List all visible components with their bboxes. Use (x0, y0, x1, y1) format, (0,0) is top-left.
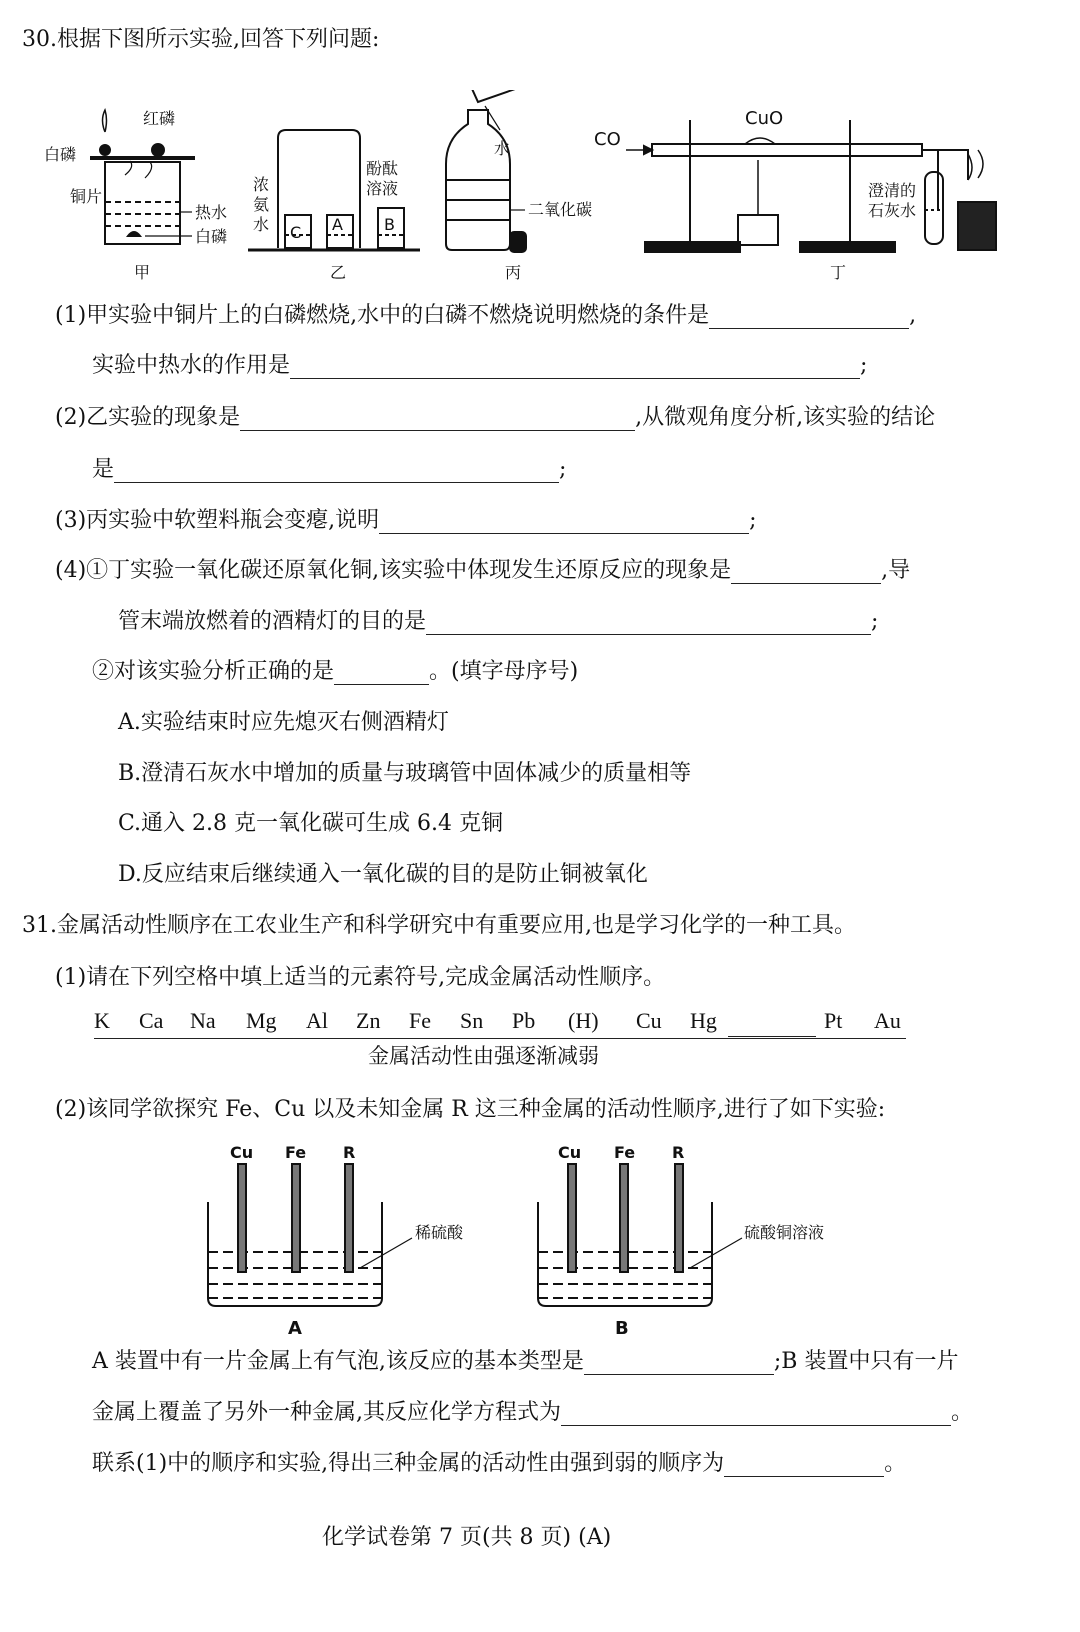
label-hong-lin: 红磷 (143, 109, 176, 128)
q30-p2-line1 (55, 400, 935, 431)
option-a[interactable]: A.实验结束时应先熄灭右侧酒精灯 (118, 710, 449, 735)
q30-p1-b-end: ; (860, 353, 868, 378)
label-shui: 水 (494, 139, 511, 158)
metal-symbol: Sn (460, 1008, 484, 1033)
beaker-b: B (384, 215, 395, 234)
label-solution-b: 硫酸铜溶液 (744, 1223, 825, 1242)
option-d[interactable]: D.反应结束后继续通入一氧化碳的目的是防止铜被氧化 (118, 862, 648, 887)
answer-blank[interactable] (290, 354, 860, 379)
label-nong-3: 水 (253, 215, 270, 234)
q30-p4-line2 (118, 604, 878, 635)
experiment-ding (626, 120, 996, 252)
q30-p2-b-end: ; (559, 457, 567, 482)
label-fe-b: Fe (614, 1143, 636, 1162)
answer-blank[interactable] (240, 406, 635, 431)
q30-p2-b: 是 (92, 457, 115, 482)
beaker-c: C (290, 223, 302, 242)
answer-blank[interactable] (584, 1350, 774, 1375)
answer-blank[interactable] (334, 660, 429, 685)
series-arrow-line (94, 1038, 906, 1039)
label-fe-a: Fe (285, 1143, 307, 1162)
label-bai-lin-water: 白磷 (195, 227, 228, 246)
q30-p3 (55, 503, 757, 534)
q30-p4-b-end: ; (871, 609, 879, 634)
q30-p1-a: (1)甲实验中铜片上的白磷燃烧,水中的白磷不燃烧说明燃烧的条件是 (55, 303, 710, 328)
setup-b (538, 1164, 742, 1306)
label-cu-a: Cu (230, 1143, 254, 1162)
q30-p4-line1 (55, 553, 910, 584)
q30-p4-c-end: 。(填字母序号) (429, 659, 579, 684)
q31-p3-line3 (92, 1446, 906, 1477)
q30-figure (0, 90, 1080, 290)
q30-p1-line1 (55, 298, 916, 329)
q31-p3-line1 (92, 1344, 958, 1375)
experiment-bing (446, 90, 526, 252)
metal-symbol: Al (306, 1008, 328, 1033)
label-limewater-2: 石灰水 (868, 201, 917, 220)
caption-setup-b: B (615, 1318, 629, 1338)
caption-ding: 丁 (830, 263, 847, 282)
setup-a (208, 1164, 412, 1306)
metal-symbol: Au (874, 1008, 901, 1033)
q30-p2-a-mid: ,从微观角度分析,该实验的结论 (635, 405, 936, 430)
q31-p3-c: 联系(1)中的顺序和实验,得出三种金属的活动性由强到弱的顺序为 (92, 1451, 725, 1476)
answer-blank[interactable] (426, 610, 871, 635)
label-r-a: R (343, 1143, 356, 1162)
page-footer: 化学试卷第 7 页(共 8 页) (A) (322, 1525, 612, 1550)
q31-p1: (1)请在下列空格中填上适当的元素符号,完成金属活动性顺序。 (55, 965, 666, 990)
q30-p4-b: 管末端放燃着的酒精灯的目的是 (118, 609, 427, 634)
metal-symbol: Hg (690, 1008, 717, 1033)
caption-yi: 乙 (330, 263, 347, 282)
q31-p2: (2)该同学欲探究 Fe、Cu 以及未知金属 R 这三种金属的活动性顺序,进行了如下实验: (55, 1097, 886, 1122)
q30-p4-c: ②对该实验分析正确的是 (92, 659, 335, 684)
q31-p3-b: 金属上覆盖了另外一种金属,其反应化学方程式为 (92, 1400, 561, 1425)
q31-p3-c-end: 。 (884, 1451, 907, 1476)
metal-symbol: Pb (512, 1008, 536, 1033)
caption-bing: 丙 (505, 263, 522, 282)
answer-blank[interactable] (731, 559, 881, 584)
label-cuo: CuO (745, 108, 784, 129)
answer-blank[interactable] (561, 1401, 951, 1426)
q31-heading: 31.金属活动性顺序在工农业生产和科学研究中有重要应用,也是学习化学的一种工具。 (22, 913, 856, 938)
caption-jia: 甲 (134, 263, 151, 282)
q30-p2-a: (2)乙实验的现象是 (55, 405, 241, 430)
answer-blank[interactable] (724, 1452, 884, 1477)
q31-p3-a: A 装置中有一片金属上有气泡,该反应的基本类型是 (92, 1349, 584, 1374)
label-cu-b: Cu (558, 1143, 582, 1162)
q30-p4-line3 (92, 654, 578, 685)
answer-blank[interactable] (728, 1012, 816, 1037)
q31-p3-b-end: 。 (951, 1400, 974, 1425)
q31-p3-line2 (92, 1395, 973, 1426)
q30-p1-b: 实验中热水的作用是 (92, 353, 291, 378)
label-tong-pian: 铜片 (70, 187, 103, 206)
label-solution-a: 稀硫酸 (415, 1223, 464, 1242)
label-fenzhi-2: 溶液 (366, 179, 399, 198)
metal-symbol: Na (190, 1008, 216, 1033)
label-co2: 二氧化碳 (528, 200, 593, 219)
q30-p4-a: (4)①丁实验一氧化碳还原氧化铜,该实验中体现发生还原反应的现象是 (55, 558, 732, 583)
option-b[interactable]: B.澄清石灰水中增加的质量与玻璃管中固体减少的质量相等 (118, 761, 692, 786)
q30-heading: 30.根据下图所示实验,回答下列问题: (22, 27, 380, 52)
metal-symbol: Fe (409, 1008, 431, 1033)
beaker-a: A (332, 215, 343, 234)
metal-symbol: Zn (356, 1008, 381, 1033)
metal-symbol: Mg (246, 1008, 277, 1033)
label-bai-lin-top: 白磷 (44, 145, 77, 164)
answer-blank[interactable] (114, 458, 559, 483)
label-r-b: R (672, 1143, 685, 1162)
metal-symbol: K (94, 1008, 110, 1033)
q30-p1-a-end: , (909, 303, 917, 328)
answer-blank[interactable] (709, 304, 909, 329)
metal-symbol: Pt (824, 1008, 843, 1033)
q30-p1-line2 (92, 348, 867, 379)
q30-p4-a-end: ,导 (881, 558, 911, 583)
metal-symbol: Cu (636, 1008, 662, 1033)
label-nong-1: 浓 (253, 175, 270, 194)
q31-p3-a-mid: ;B 装置中只有一片 (773, 1349, 959, 1374)
caption-setup-a: A (288, 1318, 302, 1338)
q30-p2-line2 (92, 452, 566, 483)
label-limewater-1: 澄清的 (868, 181, 917, 200)
label-fenzhi-1: 酚酞 (366, 159, 399, 178)
q31-figure (0, 1138, 1080, 1338)
q30-p3-end: ; (749, 508, 757, 533)
label-nong-2: 氨 (253, 195, 270, 214)
metal-symbol: (H) (568, 1008, 599, 1033)
label-re-shui: 热水 (195, 203, 228, 222)
experiment-jia (90, 110, 195, 244)
metal-symbol: Ca (139, 1008, 164, 1033)
option-c[interactable]: C.通入 2.8 克一氧化碳可生成 6.4 克铜 (118, 811, 503, 836)
series-caption: 金属活动性由强逐渐减弱 (368, 1044, 599, 1068)
label-co: CO (594, 129, 621, 150)
answer-blank[interactable] (379, 509, 749, 534)
q30-p3-text: (3)丙实验中软塑料瓶会变瘪,说明 (55, 508, 380, 533)
